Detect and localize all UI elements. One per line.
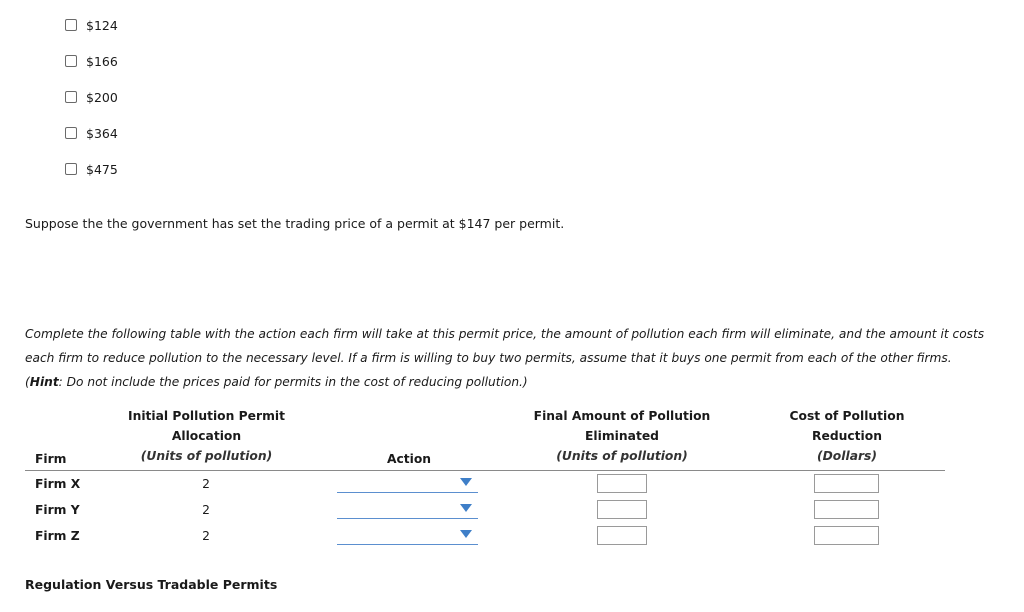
firm-z-action-dropdown[interactable]	[337, 530, 478, 545]
dropdown-arrow-icon	[460, 530, 472, 538]
header-allocation-line2: Allocation	[171, 429, 242, 443]
header-cost	[777, 406, 917, 466]
firm-x-allocation: 2	[202, 477, 210, 491]
option-checkbox[interactable]	[65, 163, 77, 175]
header-allocation	[110, 406, 303, 466]
instructions-part2: : Do not include the prices paid for permits in the cost of reducing pollution.)	[58, 375, 528, 389]
option-475[interactable]	[65, 161, 118, 177]
firm-x-action-dropdown[interactable]	[337, 478, 478, 493]
header-action: Action	[386, 452, 432, 466]
firm-z-cost-input[interactable]	[814, 526, 879, 545]
header-final-line1: Final Amount of Pollution	[533, 409, 711, 423]
section-title: Regulation Versus Tradable Permits	[25, 577, 278, 592]
option-200[interactable]	[65, 89, 118, 105]
header-firm: Firm	[35, 452, 67, 466]
option-364[interactable]	[65, 125, 118, 141]
option-label: $124	[86, 17, 118, 33]
intro-text: Suppose the the government has set the trading price of a permit at $147 per permit.	[25, 216, 565, 231]
header-final-line2: Eliminated	[585, 429, 659, 443]
option-checkbox[interactable]	[65, 19, 77, 31]
header-divider	[25, 470, 945, 471]
firm-y-final-input[interactable]	[597, 500, 647, 519]
header-final-units: (Units of pollution)	[556, 449, 688, 463]
option-label: $475	[86, 161, 118, 177]
hint-label: Hint	[29, 375, 59, 389]
header-final	[522, 406, 722, 466]
firm-x-final-input[interactable]	[597, 474, 647, 493]
instructions-part1: Complete the following table with the action each firm will take at this permit price, the amount of pollution each firm will eliminate, and the amount it costs each firm to reduce pollution to the necessary level. If a firm is willing to buy two permits, assume that it buys one permit from each of the other firms. (	[25, 327, 985, 389]
option-166[interactable]	[65, 53, 118, 69]
header-cost-units: (Dollars)	[816, 449, 877, 463]
option-checkbox[interactable]	[65, 91, 77, 103]
firm-z-final-input[interactable]	[597, 526, 647, 545]
firm-x-name: Firm X	[35, 477, 81, 491]
instructions-text	[25, 322, 985, 394]
dropdown-arrow-icon	[460, 478, 472, 486]
header-allocation-line1: Initial Pollution Permit	[128, 409, 285, 423]
option-label: $166	[86, 53, 118, 69]
firm-y-name: Firm Y	[35, 503, 80, 517]
firm-y-action-dropdown[interactable]	[337, 504, 478, 519]
option-checkbox[interactable]	[65, 127, 77, 139]
firm-y-allocation: 2	[202, 503, 210, 517]
firm-x-cost-input[interactable]	[814, 474, 879, 493]
header-allocation-units: (Units of pollution)	[140, 449, 273, 463]
option-label: $200	[86, 89, 118, 105]
firm-y-cost-input[interactable]	[814, 500, 879, 519]
option-checkbox[interactable]	[65, 55, 77, 67]
header-cost-line1: Cost of Pollution	[789, 409, 905, 423]
header-cost-line2: Reduction	[812, 429, 882, 443]
option-label: $364	[86, 125, 118, 141]
option-124[interactable]	[65, 17, 118, 33]
firm-z-allocation: 2	[202, 529, 210, 543]
firm-z-name: Firm Z	[35, 529, 80, 543]
dropdown-arrow-icon	[460, 504, 472, 512]
